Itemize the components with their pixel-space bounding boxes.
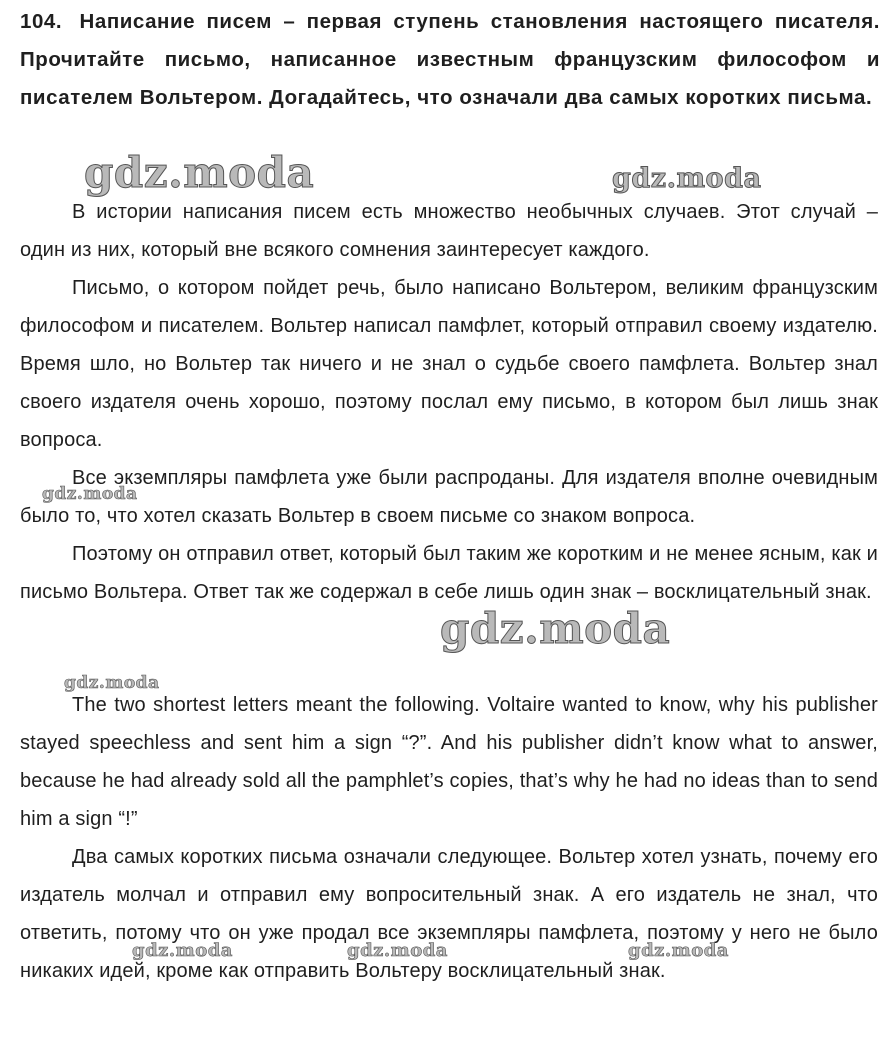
- watermark: gdz.moda: [612, 163, 762, 194]
- paragraph-1: В истории написания писем есть множество необычных случаев. Этот случай – один из них, который вне всякого сомнения заинтересует каждого.: [20, 201, 878, 261]
- watermark: gdz.moda: [440, 604, 671, 653]
- watermark: gdz.moda: [628, 940, 729, 961]
- paragraph-6: Два самых коротких письма означали следующее. Вольтер хотел узнать, почему его издатель молчал и отправил ему вопросительный знак. А его издатель не знал, что ответить, потому что он уже продал все экземпляры памфлета, поэтому у него не было никаких идей, кроме как отправить Вольтеру восклицательный знак.: [20, 846, 878, 982]
- watermark: gdz.moda: [42, 484, 138, 504]
- task-heading: [20, 3, 880, 117]
- watermark: gdz.moda: [84, 148, 315, 197]
- paragraph-2: Письмо, о котором пойдет речь, было написано Вольтером, великим французским философом и писателем. Вольтер написал памфлет, который отправил своему издателю. Время шло, но Вольтер так ничего и не знал о судьбе своего памфлета. Вольтер знал своего издателя очень хорошо, поэтому послал ему письмо, в котором был лишь знак вопроса.: [20, 277, 878, 451]
- paragraph-3: Все экземпляры памфлета уже были распроданы. Для издателя вполне очевидным было то, что хотел сказать Вольтер в своем письме со знаком вопроса.: [20, 467, 878, 527]
- paragraph-5-english: The two shortest letters meant the following. Voltaire wanted to know, why his publisher stayed speechless and sent him a sign “?”. And his publisher didn’t know what to answer, because he had already sold all the pamphlet’s copies, that’s why he had no ideas than to send him a sign “!”: [20, 694, 878, 830]
- task-text: Написание писем – первая ступень становления настоящего писателя. Прочитайте письмо, написанное известным французским философом и писателем Вольтером. Догадайтесь, что означали два самых коротких письма.: [20, 10, 880, 109]
- task-number: 104.: [20, 10, 63, 33]
- watermark: gdz.moda: [64, 673, 160, 693]
- watermark: gdz.moda: [347, 940, 448, 961]
- paragraph-4: Поэтому он отправил ответ, который был таким же коротким и не менее ясным, как и письмо Вольтера. Ответ так же содержал в себе лишь один знак – восклицательный знак.: [20, 543, 878, 603]
- watermark: gdz.moda: [132, 940, 233, 961]
